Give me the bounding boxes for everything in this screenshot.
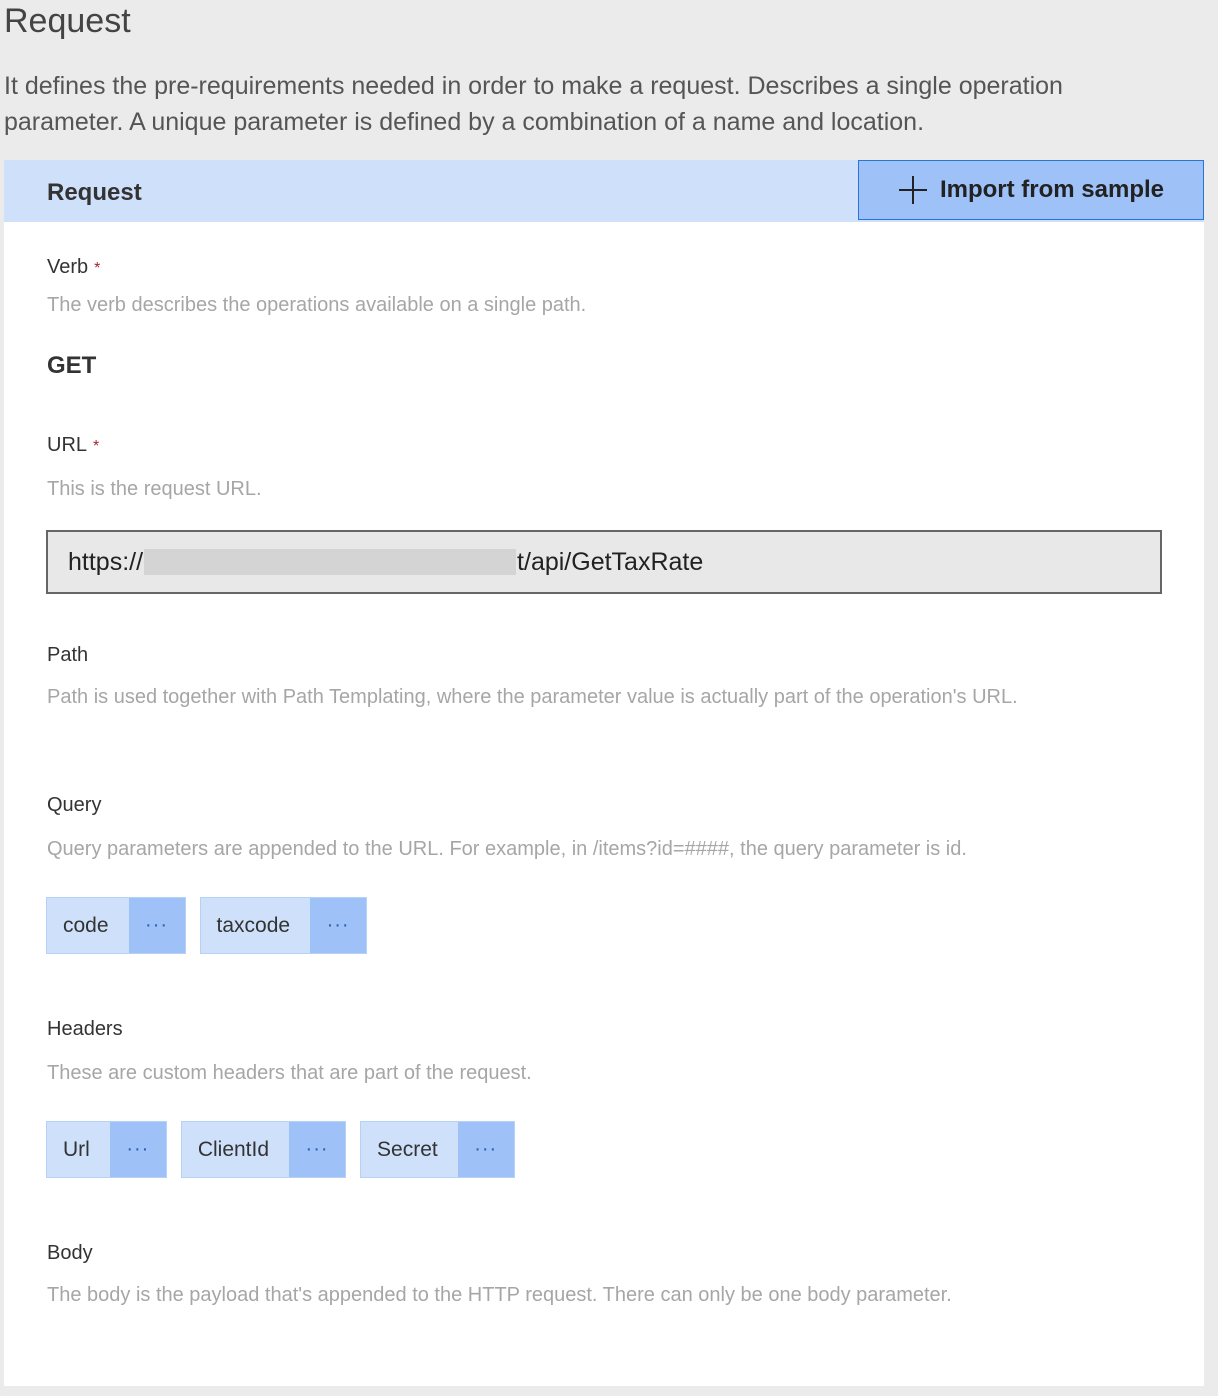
page-bottom-strip xyxy=(0,1386,1218,1396)
url-required-mark: * xyxy=(93,438,100,455)
verb-required-mark: * xyxy=(94,260,101,277)
header-params-row xyxy=(46,1121,515,1178)
plus-icon xyxy=(898,175,928,205)
path-help: Path is used together with Path Templating, where the parameter value is actually part of the operation's URL. xyxy=(47,686,1018,708)
header-param-name: Secret xyxy=(377,1137,438,1161)
header-param-name: ClientId xyxy=(197,1137,270,1161)
page-title: Request xyxy=(4,2,131,40)
header-param-chip[interactable] xyxy=(181,1121,346,1178)
url-suffix: t/api/GetTaxRate xyxy=(517,547,704,576)
url-help: This is the request URL. xyxy=(47,478,262,500)
header-param-chip[interactable] xyxy=(360,1121,515,1178)
url-input[interactable] xyxy=(46,530,1162,594)
request-card xyxy=(4,160,1204,1386)
url-redacted-segment xyxy=(144,549,516,575)
more-options-icon[interactable]: ··· xyxy=(129,898,185,953)
verb-value[interactable]: GET xyxy=(47,352,97,379)
more-options-icon[interactable]: ··· xyxy=(310,898,366,953)
query-help: Query parameters are appended to the URL. For example, in /items?id=####, the query parameter is id. xyxy=(47,838,967,860)
card-header xyxy=(4,160,1204,222)
query-param-name: taxcode xyxy=(216,913,291,937)
verb-label: Verb xyxy=(47,256,89,278)
import-from-sample-button[interactable] xyxy=(858,160,1204,220)
query-params-row xyxy=(46,897,367,954)
body-label: Body xyxy=(47,1242,93,1264)
card-header-title: Request xyxy=(47,179,142,206)
verb-label-row xyxy=(47,256,100,279)
header-param-chip[interactable] xyxy=(46,1121,167,1178)
header-param-name: Url xyxy=(63,1137,90,1161)
page-description: It defines the pre-requirements needed in order to make a request. Describes a single operation parameter. A unique parameter is defined by a combination of a name and location. xyxy=(4,72,1063,136)
body-help: The body is the payload that's appended to the HTTP request. There can only be one body parameter. xyxy=(47,1284,952,1306)
more-options-icon[interactable]: ··· xyxy=(289,1122,345,1177)
verb-help: The verb describes the operations available on a single path. xyxy=(47,294,587,316)
path-label: Path xyxy=(47,644,89,666)
query-label: Query xyxy=(47,794,102,816)
more-options-icon[interactable]: ··· xyxy=(458,1122,514,1177)
query-param-name: code xyxy=(63,913,109,937)
headers-help: These are custom headers that are part of the request. xyxy=(47,1062,532,1084)
query-param-chip[interactable] xyxy=(46,897,186,954)
url-label-row xyxy=(47,434,99,457)
url-prefix: https:// xyxy=(68,547,144,576)
more-options-icon[interactable]: ··· xyxy=(110,1122,166,1177)
query-param-chip[interactable] xyxy=(200,897,368,954)
url-label: URL xyxy=(47,434,88,456)
headers-label: Headers xyxy=(47,1018,123,1040)
import-button-label: Import from sample xyxy=(939,176,1165,203)
